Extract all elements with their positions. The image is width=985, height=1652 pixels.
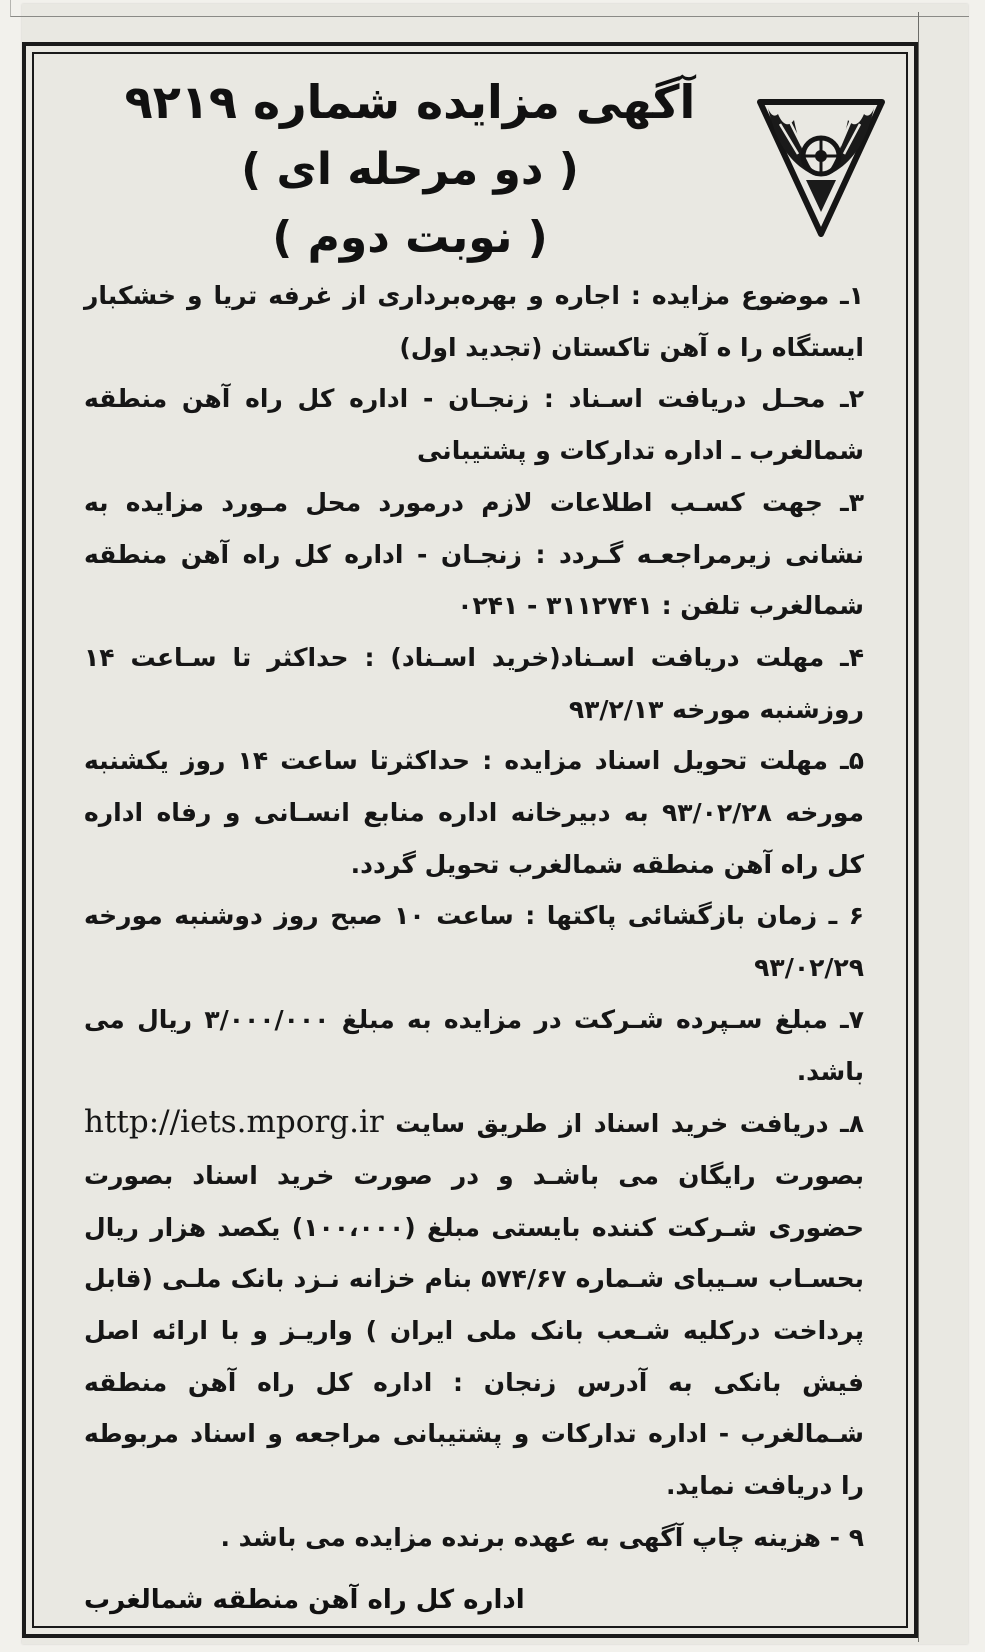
- website-link[interactable]: http://iets.mporg.ir: [84, 1104, 384, 1141]
- notice-item-3: ۳ـ جهت کسـب اطلاعات لازم درمورد محل مـورد مزایده به نشانی زیرمراجعـه گـردد : زنجـان - اداره کل راه آهن منطقه شمالغرب تلفن : ۳۱۱۲۷۴۱ - ۰۲۴۱: [84, 487, 864, 621]
- notice-item-2: ۲ـ محـل دریافت اسـناد : زنجـان - اداره کل راه آهن منطقه شمالغرب ـ اداره تدارکات و پشتیبانی: [84, 384, 864, 466]
- notice-item-1: ۱ـ موضوع مزایده : اجاره و بهره‌برداری از غرفه تریا و خشکبار ایستگاه را ه آهن تاکستان (تجدید اول): [84, 281, 864, 362]
- issuer-signature: اداره کل راه آهن منطقه شمالغرب: [84, 1585, 525, 1615]
- column-divider: [918, 12, 919, 1642]
- notice-item-4: ۴ـ مهلت دریافت اسـناد(خرید اسـناد) : حداکثر تا سـاعت ۱۴ روزشنبه مورخه ۹۳/۲/۱۳: [84, 642, 864, 724]
- notice-item-8-details: بصورت رایگان می باشـد و در صورت خرید اسناد بصورت حضوری شـرکت کننده بایستی مبلغ (۱۰۰،۰۰۰) یکصد هزار ریال بحسـاب سـیبای شـماره ۵۷۴/۶۷ بنام خزانه نـزد بانک ملـی (قابل پرداخت درکلیه شـعب بانک ملی ایران ) واریـز و با ارائه اصل فیش بانکی به آدرس زنجان : اداره کل راه آهن منطقه شـمالغرب - اداره تدارکات و پشتیبانی مراجعه و اسناد مربوطه را دریافت نماید.: [84, 1160, 864, 1501]
- notice-item-7: ۷ـ مبلغ سـپرده شـرکت در مزایده به مبلغ ۳/۰۰۰/۰۰۰ ریال می باشد.: [84, 1004, 864, 1086]
- notice-body: [84, 270, 864, 1564]
- previous-column-border: [10, 0, 969, 17]
- railway-winged-emblem-icon: [748, 84, 894, 244]
- notice-item-5: ۵ـ مهلت تحویل اسناد مزایده : حداکثرتا ساعت ۱۴ روز یکشنبه مورخه ۹۳/۰۲/۲۸ به دبیرخانه اداره منابع انسـانی و رفاه اداره کل راه آهن منطقه شمالغرب تحویل گردد.: [84, 746, 864, 879]
- notice-title-line2: ( دو مرحله ای ): [241, 144, 579, 195]
- notice-item-8-intro: ۸ـ دریافت خرید اسناد از طریق سایت: [383, 1109, 864, 1139]
- notice-item-9: ۹ - هزینه چاپ آگهی به عهده برنده مزایده می باشد .: [220, 1522, 864, 1552]
- notice-title-line1: آگهی مزایده شماره ۹۲۱۹: [124, 75, 696, 129]
- notice-title-line3: ( نوبت دوم ): [272, 212, 548, 263]
- notice-title: [90, 68, 730, 272]
- notice-item-6: ۶ ـ زمان بازگشائی پاکتها : ساعت ۱۰ صبح روز دوشنبه مورخه ۹۳/۰۲/۲۹: [84, 901, 864, 983]
- notice-item-8: [84, 1097, 864, 1512]
